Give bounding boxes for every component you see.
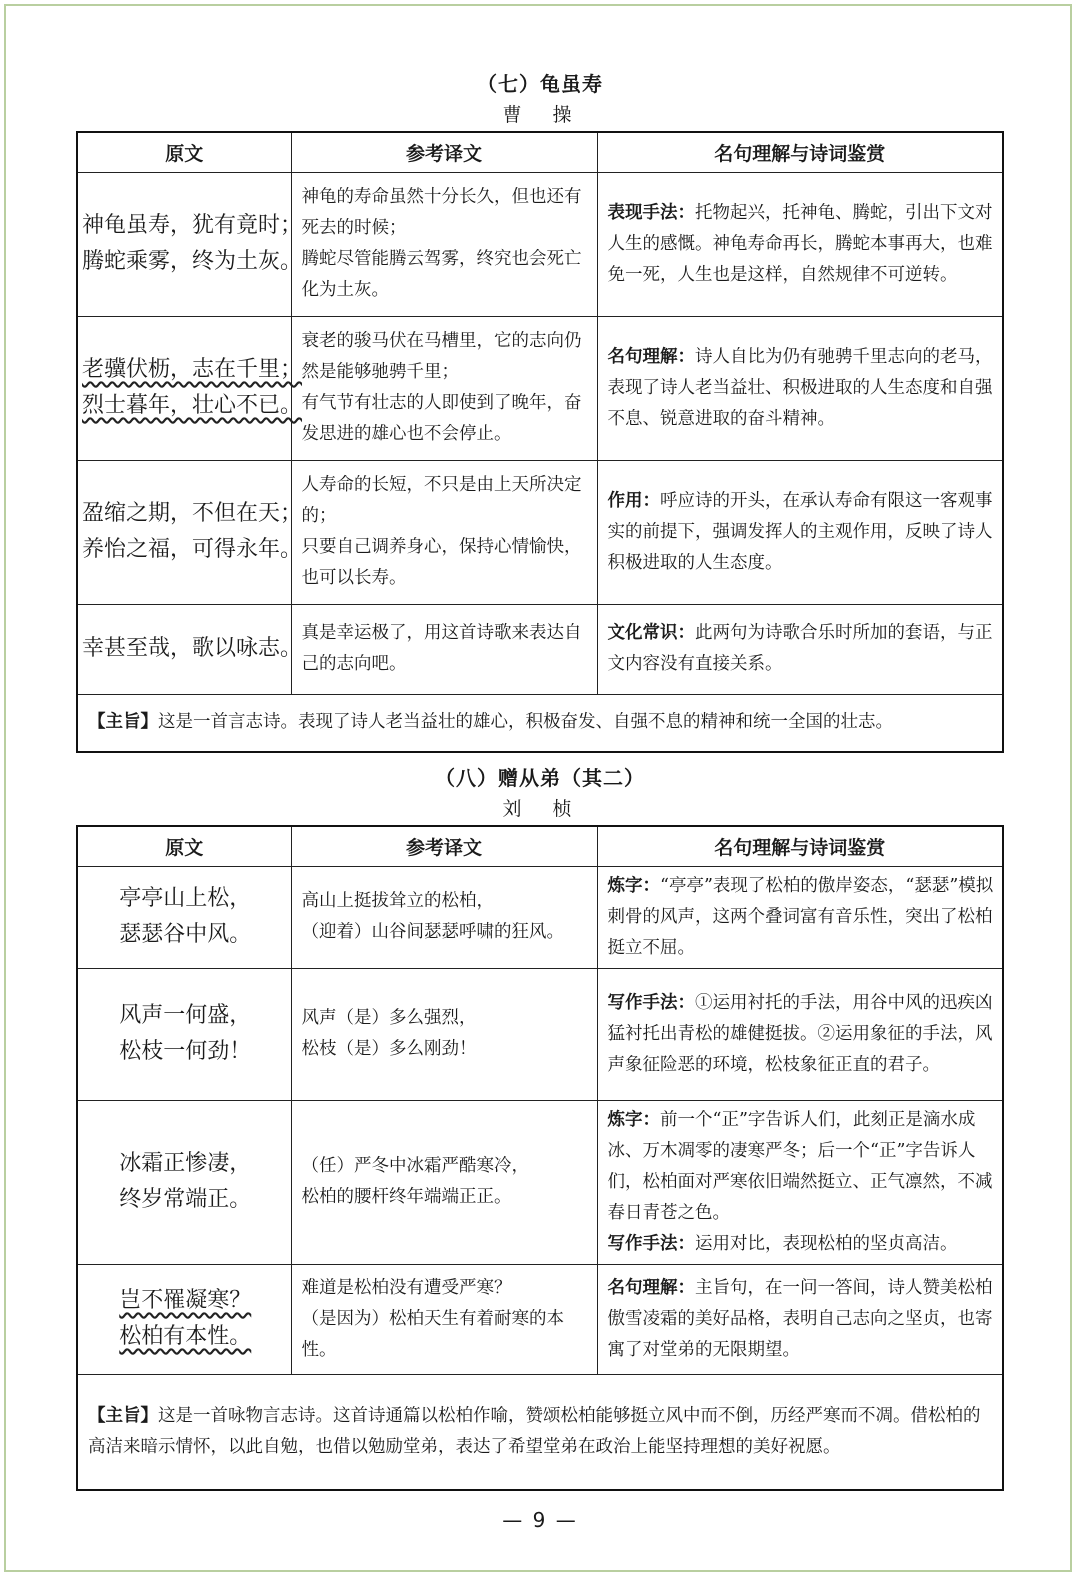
header-original: 原文: [77, 132, 291, 172]
table-row: [77, 1100, 1003, 1264]
table-header-row: [77, 826, 1003, 866]
table-row: [77, 968, 1003, 1100]
appreciation-text: 前一个“正”字告诉人们，此刻正是滴水成冰、万木凋零的凄寒严冬；后一个“正”字告诉人们，松柏面对严寒依旧端然挺立、正气凛然，不减春日青苍之色。: [607, 1109, 993, 1223]
appreciation-label: 写作手法：: [607, 1233, 695, 1254]
appreciation-cell: [597, 460, 1003, 604]
original-cell: [77, 968, 291, 1100]
appreciation-text: “亭亭”表现了松柏的傲岸姿态，“瑟瑟”模拟刺骨的风声，这两个叠词富有音乐性，突出了松柏挺立不屈。: [607, 875, 994, 958]
original-line: 腾蛇乘雾，终为土灰。: [82, 249, 303, 274]
translation-line: 风声（是）多么强烈，: [301, 1008, 477, 1028]
original-line: 松柏有本性。: [119, 1324, 252, 1349]
table-row: [77, 1264, 1003, 1374]
theme-cell: [77, 694, 1003, 752]
translation-cell: [291, 1264, 597, 1374]
appreciation-label: 文化常识：: [607, 623, 695, 643]
translation-line: 松枝（是）多么刚劲！: [301, 1039, 477, 1059]
poem-title-7: （七）龟虽寿: [477, 72, 603, 96]
translation-cell: [291, 604, 597, 694]
table-row: [77, 604, 1003, 694]
original-cell: [77, 866, 291, 968]
original-line: 冰霜正惨凄，: [119, 1151, 252, 1176]
original-cell: [77, 604, 303, 694]
translation-cell: [291, 460, 597, 604]
appreciation-cell: [597, 316, 1003, 460]
appreciation-text: 诗人自比为仍有驰骋千里志向的老马，表现了诗人老当益壮、积极进取的人生态度和自强不息、锐意进取的奋斗精神。: [607, 346, 993, 429]
translation-line: （任）严冬中冰霜严酷寒冷，: [301, 1156, 529, 1176]
header-appreciation: 名句理解与诗词鉴赏: [597, 132, 1003, 172]
original-line: 岂不罹凝寒？: [119, 1288, 252, 1313]
theme-cell: [77, 1374, 1003, 1490]
original-line: 盈缩之期，不但在天；: [82, 501, 303, 526]
translation-line: 腾蛇尽管能腾云驾雾，终究也会死亡化为土灰。: [301, 249, 582, 300]
theme-row: [77, 1374, 1003, 1490]
translation-line: 松柏的腰杆终年端端正正。: [301, 1187, 512, 1207]
theme-label: 【主旨】: [88, 1405, 158, 1426]
appreciation-cell: [597, 172, 1003, 316]
original-line: 老骥伏枥，志在千里；: [82, 357, 303, 382]
poem-author-7: 曹 操: [502, 104, 578, 126]
translation-cell: [291, 968, 597, 1100]
original-line: 瑟瑟谷中风。: [119, 922, 252, 947]
appreciation-label: 写作手法：: [607, 992, 695, 1013]
appreciation-cell: [597, 968, 1003, 1100]
header-translation: 参考译文: [291, 826, 597, 866]
table-row: [77, 316, 1003, 460]
appreciation-cell: [597, 1264, 1003, 1374]
table-header-row: [77, 132, 1003, 172]
translation-cell: [291, 172, 597, 316]
translation-line: 高山上挺拔耸立的松柏，: [301, 891, 494, 911]
original-line: 风声一何盛，: [119, 1003, 252, 1028]
table-row: [77, 172, 1003, 316]
theme-row: [77, 694, 1003, 752]
appreciation-label: 表现手法：: [607, 202, 695, 223]
poem-author-8: 刘 桢: [502, 798, 578, 820]
theme-label: 【主旨】: [88, 712, 158, 733]
original-line: 烈士暮年，壮心不已。: [82, 393, 303, 418]
appreciation-label: 炼字：: [607, 875, 660, 896]
original-cell: [77, 316, 303, 460]
translation-cell: [291, 866, 597, 968]
appreciation-cell: [597, 866, 1003, 968]
original-cell: [77, 172, 303, 316]
original-line: 神龟虽寿，犹有竟时；: [82, 213, 303, 238]
poem-table-7: [76, 131, 1004, 753]
translation-line: （是因为）松柏天生有着耐寒的本性。: [301, 1308, 564, 1360]
appreciation-cell: [597, 604, 1003, 694]
translation-line: 真是幸运极了，用这首诗歌来表达自己的志向吧。: [301, 623, 582, 674]
translation-line: 衰老的骏马伏在马槽里，它的志向仍然是能够驰骋千里；: [301, 331, 582, 382]
appreciation-label: 炼字：: [607, 1109, 660, 1130]
appreciation-cell: [597, 1100, 1003, 1264]
translation-line: 只要自己调养身心，保持心情愉快，也可以长寿。: [301, 537, 582, 588]
appreciation-label: 名句理解：: [607, 1277, 695, 1298]
original-cell: [77, 460, 303, 604]
translation-line: 神龟的寿命虽然十分长久，但也还有死去的时候；: [301, 187, 582, 238]
appreciation-text: 运用对比，表现松柏的坚贞高洁。: [695, 1233, 958, 1254]
appreciation-text: ①运用衬托的手法，用谷中风的迅疾凶猛衬托出青松的雄健挺拔。②运用象征的手法，风声象征险恶的环境，松枝象征正直的君子。: [607, 992, 993, 1075]
appreciation-label: 名句理解：: [607, 346, 695, 367]
appreciation-text: 呼应诗的开头，在承认寿命有限这一客观事实的前提下，强调发挥人的主观作用，反映了诗人积极进取的人生态度。: [607, 490, 993, 573]
page-number: — 9 —: [502, 1508, 578, 1532]
translation-cell: [291, 1100, 597, 1264]
original-cell: [77, 1100, 291, 1264]
header-translation: 参考译文: [291, 132, 597, 172]
original-line: 养怡之福，可得永年。: [82, 537, 303, 562]
translation-line: 难道是松柏没有遭受严寒？: [301, 1277, 512, 1298]
original-cell: [77, 1264, 291, 1374]
original-line: 松枝一何劲！: [119, 1039, 252, 1064]
header-original: 原文: [77, 826, 291, 866]
table-row: [77, 866, 1003, 968]
poem-table-8: [76, 825, 1004, 1491]
original-line: 幸甚至哉，歌以咏志。: [82, 636, 303, 661]
appreciation-text: 托物起兴，托神龟、腾蛇，引出下文对人生的感慨。神龟寿命再长，腾蛇本事再大，也难免一死，人生也是这样，自然规律不可逆转。: [607, 202, 993, 285]
header-appreciation: 名句理解与诗词鉴赏: [597, 826, 1003, 866]
table-row: [77, 460, 1003, 604]
appreciation-label: 作用：: [607, 490, 660, 511]
appreciation-text: 主旨句，在一问一答间，诗人赞美松柏傲雪凌霜的美好品格，表明自己志向之坚贞，也寄寓了对堂弟的无限期望。: [607, 1277, 993, 1360]
translation-line: （迎着）山谷间瑟瑟呼啸的狂风。: [301, 922, 564, 942]
translation-cell: [291, 316, 597, 460]
original-line: 终岁常端正。: [119, 1187, 252, 1212]
original-line: 亭亭山上松，: [119, 886, 252, 911]
theme-text: 这是一首言志诗。表现了诗人老当益壮的雄心，积极奋发、自强不息的精神和统一全国的壮志。: [158, 712, 893, 733]
translation-line: 有气节有壮志的人即使到了晚年，奋发思进的雄心也不会停止。: [301, 393, 582, 444]
theme-text: 这是一首咏物言志诗。这首诗通篇以松柏作喻，赞颂松柏能够挺立风中而不倒，历经严寒而不凋。借松柏的高洁来暗示情怀，以此自勉，也借以勉励堂弟，表达了希望堂弟在政治上能坚持理想的美好祝愿。: [88, 1405, 981, 1457]
translation-line: 人寿命的长短，不只是由上天所决定的；: [301, 475, 582, 526]
appreciation-text: 此两句为诗歌合乐时所加的套语，与正文内容没有直接关系。: [607, 623, 993, 674]
poem-title-8: （八）赠从弟（其二）: [435, 766, 645, 790]
